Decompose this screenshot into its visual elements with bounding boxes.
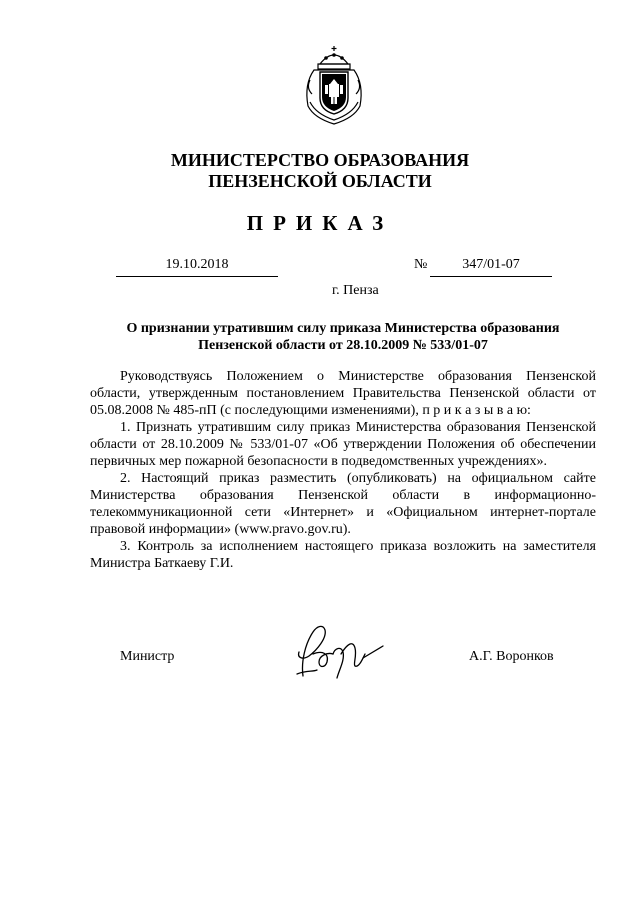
- order-number-field: [430, 256, 552, 277]
- ministry-name-line1: МИНИСТЕРСТВО ОБРАЗОВАНИЯ: [170, 150, 470, 170]
- clause-2-paragraph: 2. Настоящий приказ разместить (опубликовать) на официальном сайте Министерства образования Пензенской области в информационно-телекоммуникационной сети «Интернет» и «Официальном интернет-портале правовой информации» (www.pravo.gov.ru).: [90, 471, 596, 537]
- order-date-field: [116, 256, 278, 277]
- subject-line1: О признании утратившим силу приказа Министерства образования: [126, 321, 560, 336]
- document-type-title: ПРИКАЗ: [246, 211, 394, 235]
- number-sign: №: [414, 257, 428, 272]
- signatory-name: А.Г. Воронков: [469, 649, 554, 664]
- coat-of-arms-icon: [300, 44, 368, 126]
- clause-3-paragraph: 3. Контроль за исполнением настоящего приказа возложить на заместителя Министра Баткаеву Г.И.: [90, 539, 596, 571]
- order-number: 347/01-07: [462, 257, 520, 272]
- handwritten-signature-icon: [283, 614, 387, 684]
- order-body: [90, 368, 596, 572]
- clause-1-paragraph: 1. Признать утратившим силу приказ Министерства образования Пензенской области от 28.10.2009 № 533/01-07 «Об утверждении Положения об обеспечении первичных мер пожарной безопасности в подведомственных учреждениях».: [90, 420, 596, 469]
- order-date: 19.10.2018: [165, 257, 229, 272]
- order-subject: [98, 320, 588, 354]
- preamble-paragraph: Руководствуясь Положением о Министерстве образования Пензенской области, утвержденным постановлением Правительства Пензенской области от 05.08.2008 № 485-пП (с последующими изменениями), п р и к а з ы в а ю:: [90, 369, 596, 418]
- subject-line2: Пензенской области от 28.10.2009 № 533/01-07: [198, 338, 488, 353]
- signatory-title: Министр: [120, 649, 175, 664]
- ministry-name-line2: ПЕНЗЕНСКОЙ ОБЛАСТИ: [208, 171, 432, 191]
- city-line: г. Пенза: [332, 283, 379, 298]
